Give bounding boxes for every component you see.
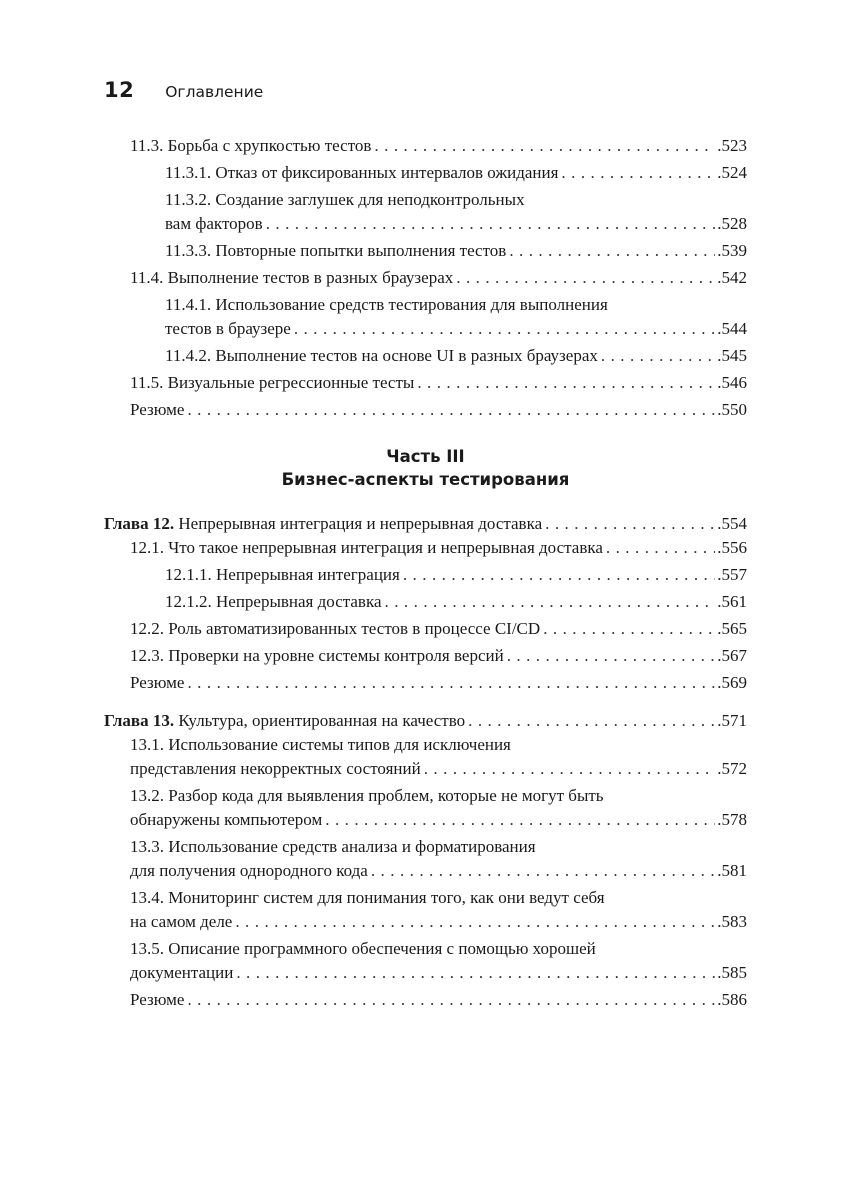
- part-label: Часть III: [386, 447, 465, 466]
- toc-entry-text: обнаружены компьютером: [130, 810, 323, 829]
- running-title: Оглавление: [165, 83, 264, 101]
- toc-entry-page: .583: [717, 912, 747, 931]
- toc-entry[interactable]: [104, 161, 747, 185]
- toc-entry-text: 13.3. Использование средств анализа и форматирования: [130, 837, 536, 856]
- dot-leader: [468, 709, 715, 733]
- toc-entry-page: .572: [717, 759, 747, 778]
- toc-entry-text: 13.2. Разбор кода для выявления проблем, которые не могут быть: [130, 786, 604, 805]
- toc-entry[interactable]: [104, 937, 747, 985]
- toc-entry-text: 11.5. Визуальные регрессионные тесты: [130, 373, 415, 392]
- toc-entry-page: .556: [717, 538, 747, 557]
- toc-entry[interactable]: [104, 134, 747, 158]
- toc-entry-text: 12.1.2. Непрерывная доставка: [165, 592, 382, 611]
- dot-leader: [374, 134, 715, 158]
- toc-entry-page: .565: [717, 619, 747, 638]
- toc-entry-page: .539: [717, 241, 747, 260]
- chapter-13-entry[interactable]: [104, 709, 747, 733]
- dot-leader: [543, 617, 715, 641]
- toc-entry-text: 11.4. Выполнение тестов в разных браузерах: [130, 268, 454, 287]
- toc-entry-text: на самом деле: [130, 912, 233, 931]
- toc-entry[interactable]: [104, 188, 747, 236]
- dot-leader: [545, 512, 715, 536]
- part-title: Бизнес-аспекты тестирования: [281, 470, 570, 489]
- chapter-12-page: .554: [717, 514, 747, 533]
- dot-leader: [187, 398, 715, 422]
- chapter-12-title: Непрерывная интеграция и непрерывная доставка: [178, 514, 543, 533]
- toc-entry-page: .557: [717, 565, 747, 584]
- toc-entry-text: 13.5. Описание программного обеспечения с помощью хорошей: [130, 939, 596, 958]
- toc-entry-text: Резюме: [130, 400, 185, 419]
- dot-leader: [456, 266, 715, 290]
- toc-entry-page: .544: [717, 319, 747, 338]
- toc-entry[interactable]: [104, 988, 747, 1012]
- toc-entry[interactable]: [104, 344, 747, 368]
- chapter-13-sections: [104, 733, 747, 1012]
- page-number: 12: [104, 78, 135, 102]
- toc-entry-page: .546: [717, 373, 747, 392]
- toc-entry[interactable]: [104, 590, 747, 614]
- toc-entry[interactable]: [104, 733, 747, 781]
- toc-entry-page: .523: [717, 136, 747, 155]
- toc-entry-text: 11.3. Борьба с хрупкостью тестов: [130, 136, 372, 155]
- toc-entry-text: 11.3.3. Повторные попытки выполнения тестов: [165, 241, 507, 260]
- toc-entry[interactable]: [104, 536, 747, 560]
- toc-entry[interactable]: [104, 398, 747, 422]
- toc-entry[interactable]: [104, 671, 747, 695]
- toc-entry[interactable]: [104, 563, 747, 587]
- toc-entry-page: .524: [717, 163, 747, 182]
- dot-leader: [561, 161, 715, 185]
- toc-entry[interactable]: [104, 835, 747, 883]
- toc-entry-text: 13.4. Мониторинг систем для понимания того, как они ведут себя: [130, 888, 605, 907]
- toc-entry-text: 12.1. Что такое непрерывная интеграция и непрерывная доставка: [130, 538, 603, 557]
- toc-entry-page: .550: [717, 400, 747, 419]
- dot-leader: [403, 563, 715, 587]
- dot-leader: [507, 644, 716, 668]
- toc-entry-page: .545: [717, 346, 747, 365]
- toc-entry-text: 12.1.1. Непрерывная интеграция: [165, 565, 400, 584]
- chapter-12-label: Глава 12.: [104, 514, 175, 533]
- toc-entry[interactable]: [104, 293, 747, 341]
- toc-entry-text: 11.4.1. Использование средств тестирования для выполнения: [165, 295, 608, 314]
- toc-entry[interactable]: [104, 371, 747, 395]
- chapter-13-title: Культура, ориентированная на качество: [178, 711, 466, 730]
- dot-leader: [187, 988, 715, 1012]
- toc-entry-page: .585: [717, 963, 747, 982]
- dot-leader: [601, 344, 715, 368]
- toc-entry-text: Резюме: [130, 990, 185, 1009]
- dot-leader: [424, 757, 716, 781]
- dot-leader: [417, 371, 715, 395]
- toc-entry-text: тестов в браузере: [165, 319, 291, 338]
- dot-leader: [606, 536, 715, 560]
- toc-entry-text: представления некорректных состояний: [130, 759, 421, 778]
- dot-leader: [325, 808, 715, 832]
- toc-entry-text: 11.3.2. Создание заглушек для неподконтрольных: [165, 190, 525, 209]
- toc-entry[interactable]: [104, 266, 747, 290]
- toc-section-11-continued: [104, 134, 747, 422]
- dot-leader: [371, 859, 715, 883]
- toc-entry[interactable]: [104, 784, 747, 832]
- toc-entry-page: .567: [717, 646, 747, 665]
- toc-entry-text: 11.4.2. Выполнение тестов на основе UI в разных браузерах: [165, 346, 598, 365]
- toc-entry[interactable]: [104, 239, 747, 263]
- toc-entry-page: .578: [717, 810, 747, 829]
- toc-entry-page: .581: [717, 861, 747, 880]
- toc-entry-page: .561: [717, 592, 747, 611]
- chapter-12-entry[interactable]: [104, 512, 747, 536]
- chapter-12-sections: [104, 536, 747, 695]
- dot-leader: [385, 590, 716, 614]
- dot-leader: [509, 239, 715, 263]
- toc-entry-text: Резюме: [130, 673, 185, 692]
- toc-entry-text: 13.1. Использование системы типов для исключения: [130, 735, 511, 754]
- toc-entry[interactable]: [104, 886, 747, 934]
- toc-entry-text: 12.3. Проверки на уровне системы контроля версий: [130, 646, 504, 665]
- toc-entry[interactable]: [104, 644, 747, 668]
- part-heading: [104, 445, 747, 491]
- toc-entry-page: .586: [717, 990, 747, 1009]
- toc-entry-text: 11.3.1. Отказ от фиксированных интервалов ожидания: [165, 163, 559, 182]
- running-head: [104, 78, 263, 102]
- toc-entry-page: .542: [717, 268, 747, 287]
- toc-entry-text: вам факторов: [165, 214, 263, 233]
- toc-entry-page: .569: [717, 673, 747, 692]
- dot-leader: [266, 212, 716, 236]
- table-of-contents: [104, 134, 747, 1012]
- dot-leader: [294, 317, 715, 341]
- dot-leader: [187, 671, 715, 695]
- toc-entry[interactable]: [104, 617, 747, 641]
- chapter-13-page: .571: [717, 711, 747, 730]
- toc-entry-text: для получения однородного кода: [130, 861, 368, 880]
- chapter-13-label: Глава 13.: [104, 711, 175, 730]
- toc-entry-text: документации: [130, 963, 234, 982]
- toc-entry-text: 12.2. Роль автоматизированных тестов в процессе CI/CD: [130, 619, 541, 638]
- toc-entry-page: .528: [717, 214, 747, 233]
- dot-leader: [236, 961, 715, 985]
- dot-leader: [235, 910, 715, 934]
